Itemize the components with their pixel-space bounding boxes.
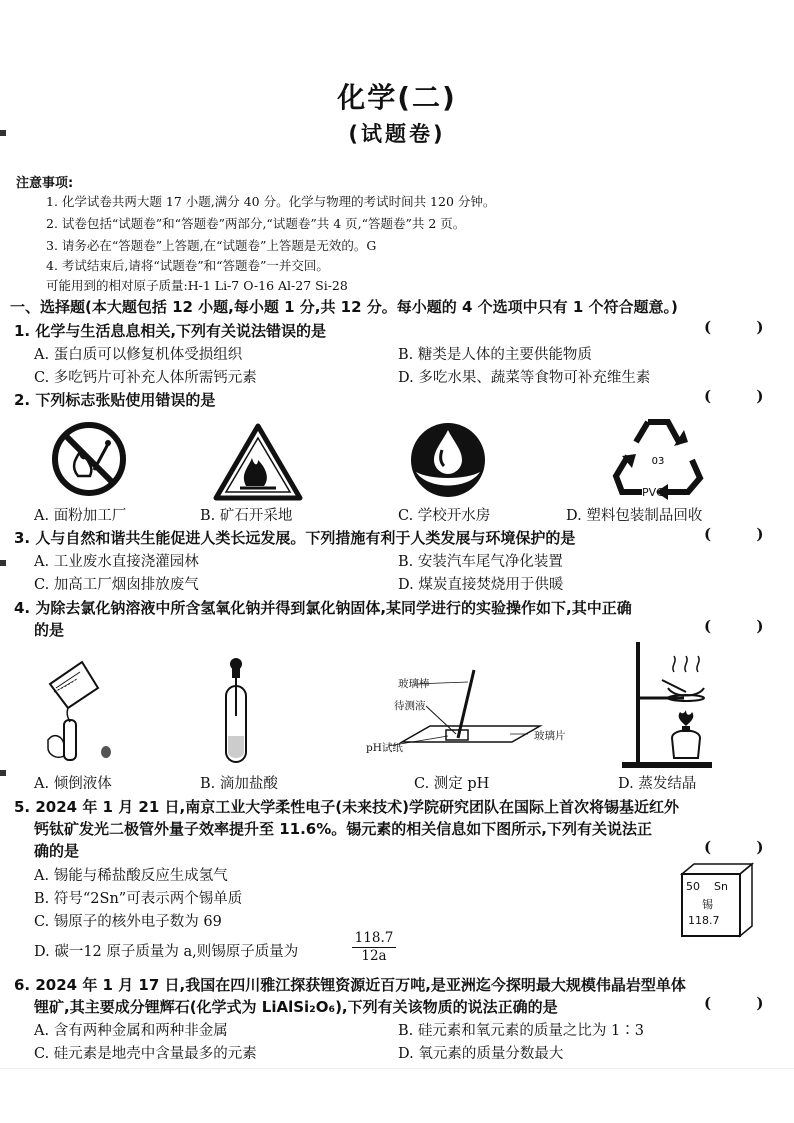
tin-element-card	[676, 860, 756, 940]
q5-option-d: D. 碳一12 原子质量为 a,则锡原子质量为	[34, 944, 299, 960]
element-mass: 118.7	[688, 914, 720, 927]
page-bottom-divider	[0, 1068, 794, 1069]
label-glass-rod: 玻璃棒	[398, 678, 430, 690]
question-5-stem: 5. 2024 年 1 月 21 日,南京工业大学柔性电子(未来技术)学院研究团队在国际上首次将锡基近红外	[14, 798, 679, 816]
q4-option-c: C. 测定 pH	[414, 776, 490, 792]
q5-option-a: A. 锡能与稀盐酸反应生成氢气	[34, 868, 228, 884]
pouring-liquid-icon	[40, 644, 130, 768]
element-symbol: Sn	[714, 880, 728, 893]
question-3-stem: 3. 人与自然和谐共生能促进人类长远发展。下列措施有利于人类发展与环境保护的是	[14, 529, 576, 547]
notes-heading: 注意事项:	[16, 176, 74, 191]
q5-option-d-fraction	[352, 930, 396, 964]
question-5-stem-cont: 钙钛矿发光二极管外量子效率提升至 11.6%。锡元素的相关信息如下图所示,下列有关说法正	[34, 820, 652, 838]
answer-paren: ( )	[704, 838, 784, 856]
question-5-stem-cont2: 确的是	[34, 842, 80, 860]
binding-mark	[0, 770, 6, 776]
q5-option-b: B. 符号“2Sn”可表示两个锡单质	[34, 891, 243, 907]
question-1-stem: 1. 化学与生活息息相关,下列有关说法错误的是	[14, 322, 327, 340]
note-item: 4. 考试结束后,请将“试题卷”和“答题卷”一并交回。	[46, 258, 329, 273]
answer-paren: ( )	[704, 994, 784, 1012]
q6-option-b: B. 硅元素和氧元素的质量之比为 1∶3	[398, 1023, 644, 1039]
note-item: 3. 请务必在“答题卷”上答题,在“试题卷”上答题是无效的。G	[46, 238, 377, 253]
fraction-numerator: 118.7	[352, 930, 396, 948]
q6-option-a: A. 含有两种金属和两种非金属	[34, 1023, 228, 1039]
no-fire-icon	[50, 420, 128, 498]
answer-paren: ( )	[704, 387, 784, 405]
answer-paren: ( )	[704, 525, 784, 543]
q6-option-d: D. 氧元素的质量分数最大	[398, 1046, 564, 1062]
label-ph-paper: pH试纸	[366, 742, 403, 754]
element-name: 锡	[702, 898, 713, 911]
answer-paren: ( )	[704, 318, 784, 336]
flammable-warning-icon	[212, 422, 304, 502]
q5-option-c: C. 锡原子的核外电子数为 69	[34, 914, 222, 930]
binding-mark	[0, 560, 6, 566]
label-glass-slide: 玻璃片	[534, 730, 566, 742]
question-6-stem: 6. 2024 年 1 月 17 日,我国在四川雅江探获锂资源近百万吨,是亚洲迄今探明最大规模伟晶岩型单体	[14, 976, 686, 994]
fraction-denominator: 12a	[361, 948, 387, 964]
q3-option-d: D. 煤炭直接焚烧用于供暖	[398, 577, 564, 593]
q4-option-b: B. 滴加盐酸	[200, 776, 278, 792]
q3-option-c: C. 加高工厂烟囱排放废气	[34, 577, 199, 593]
recycle-code: 03	[651, 456, 665, 467]
evaporation-setup-icon	[614, 636, 718, 772]
recycle-label: PVC	[642, 486, 664, 499]
answer-paren: ( )	[704, 617, 784, 635]
atomic-mass-note: 可能用到的相对原子质量:H-1 Li-7 O-16 Al-27 Si-28	[46, 278, 348, 293]
question-4-stem-cont: 的是	[34, 621, 65, 639]
q2-option-a: A. 面粉加工厂	[34, 508, 127, 524]
label-test-liquid: 待测液	[394, 700, 426, 712]
q4-option-d: D. 蒸发结晶	[618, 776, 697, 792]
q3-option-a: A. 工业废水直接浇灌园林	[34, 554, 199, 570]
water-saving-icon	[408, 420, 488, 500]
q1-option-c: C. 多吃钙片可补充人体所需钙元素	[34, 370, 257, 386]
note-item: 2. 试卷包括“试题卷”和“答题卷”两部分,“试题卷”共 4 页,“答题卷”共 2 页。	[46, 216, 466, 231]
question-2-stem: 2. 下列标志张贴使用错误的是	[14, 391, 216, 409]
q2-option-b: B. 矿石开采地	[200, 508, 293, 524]
q3-option-b: B. 安装汽车尾气净化装置	[398, 554, 563, 570]
question-6-stem-cont: 锂矿,其主要成分锂辉石(化学式为 LiAlSi₂O₆),下列有关该物质的说法正确的是	[34, 998, 558, 1016]
q2-option-d: D. 塑料包装制品回收	[566, 508, 703, 524]
q1-option-b: B. 糖类是人体的主要供能物质	[398, 347, 592, 363]
note-item: 1. 化学试卷共两大题 17 小题,满分 40 分。化学与物理的考试时间共 120 分钟。	[46, 194, 496, 209]
binding-mark	[0, 130, 6, 136]
dropper-test-tube-icon	[208, 656, 258, 768]
page-title: 化学(二)	[337, 81, 457, 114]
q4-option-a: A. 倾倒液体	[34, 776, 112, 792]
q1-option-a: A. 蛋白质可以修复机体受损组织	[34, 347, 243, 363]
page-subtitle: (试题卷)	[348, 122, 446, 146]
element-number: 50	[686, 880, 700, 893]
q1-option-d: D. 多吃水果、蔬菜等食物可补充维生素	[398, 370, 651, 386]
q2-option-c: C. 学校开水房	[398, 508, 491, 524]
section-heading: 一、选择题(本大题包括 12 小题,每小题 1 分,共 12 分。每小题的 4 个选项中只有 1 个符合题意。)	[10, 298, 678, 316]
question-4-stem: 4. 为除去氯化钠溶液中所含氢氧化钠并得到氯化钠固体,某同学进行的实验操作如下,其中正确	[14, 599, 632, 617]
q6-option-c: C. 硅元素是地壳中含量最多的元素	[34, 1046, 257, 1062]
